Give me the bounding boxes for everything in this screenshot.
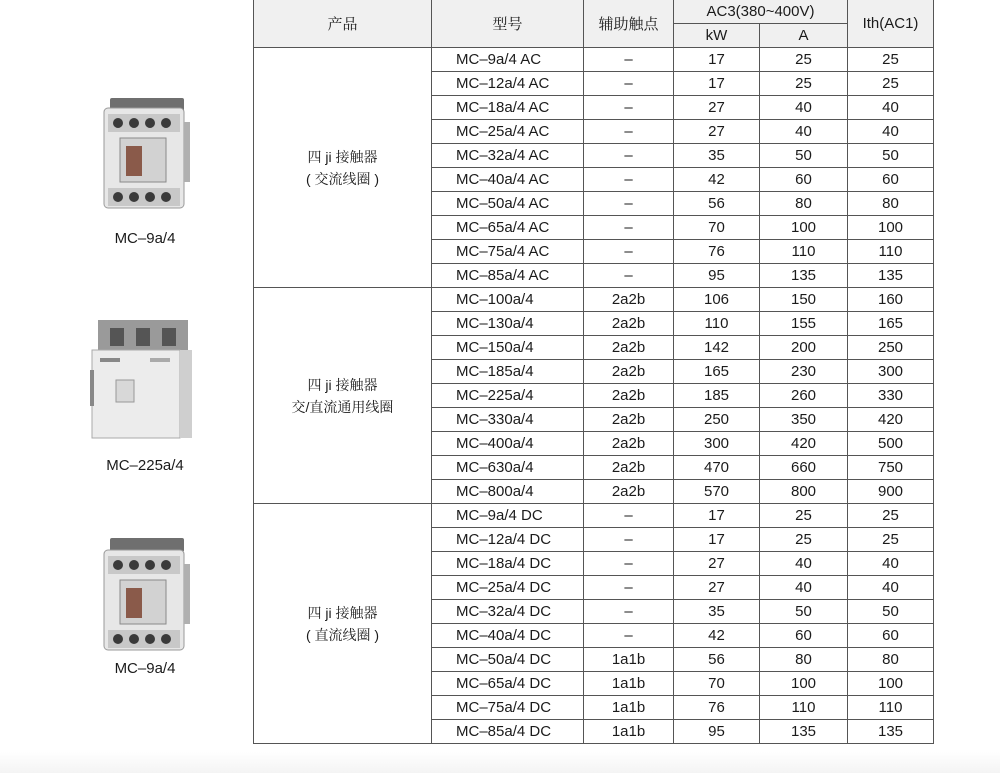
- ith-cell: 250: [848, 336, 934, 360]
- aux-contact-cell: 1a1b: [584, 696, 674, 720]
- model-cell: MC–18a/4 AC: [432, 96, 584, 120]
- contactor-small-ac-image: [100, 92, 192, 214]
- model-cell: MC–25a/4 AC: [432, 120, 584, 144]
- model-cell: MC–75a/4 AC: [432, 240, 584, 264]
- ith-cell: 25: [848, 504, 934, 528]
- amp-cell: 350: [760, 408, 848, 432]
- aux-contact-cell: 2a2b: [584, 288, 674, 312]
- kw-cell: 470: [674, 456, 760, 480]
- aux-contact-cell: 2a2b: [584, 432, 674, 456]
- kw-cell: 17: [674, 528, 760, 552]
- ith-cell: 40: [848, 120, 934, 144]
- product-caption: MC–225a/4: [106, 457, 184, 474]
- amp-cell: 150: [760, 288, 848, 312]
- ith-cell: 60: [848, 168, 934, 192]
- amp-cell: 25: [760, 72, 848, 96]
- model-cell: MC–18a/4 DC: [432, 552, 584, 576]
- amp-cell: 50: [760, 144, 848, 168]
- ith-cell: 300: [848, 360, 934, 384]
- kw-cell: 110: [674, 312, 760, 336]
- product-group-label: [254, 48, 432, 288]
- amp-cell: 100: [760, 672, 848, 696]
- header-ith: Ith(AC1): [848, 0, 934, 48]
- amp-cell: 60: [760, 168, 848, 192]
- model-cell: MC–40a/4 AC: [432, 168, 584, 192]
- ith-cell: 165: [848, 312, 934, 336]
- ith-cell: 110: [848, 240, 934, 264]
- ith-cell: 25: [848, 72, 934, 96]
- kw-cell: 35: [674, 144, 760, 168]
- aux-contact-cell: 2a2b: [584, 384, 674, 408]
- aux-contact-cell: –: [584, 48, 674, 72]
- kw-cell: 27: [674, 96, 760, 120]
- aux-contact-cell: 1a1b: [584, 672, 674, 696]
- header-aux-contacts: 辅助触点: [584, 0, 674, 48]
- amp-cell: 200: [760, 336, 848, 360]
- amp-cell: 420: [760, 432, 848, 456]
- kw-cell: 185: [674, 384, 760, 408]
- amp-cell: 155: [760, 312, 848, 336]
- aux-contact-cell: –: [584, 504, 674, 528]
- ith-cell: 50: [848, 144, 934, 168]
- ith-cell: 100: [848, 672, 934, 696]
- group-label-line2: ( 交流线圈 ): [305, 170, 380, 187]
- ith-cell: 500: [848, 432, 934, 456]
- ith-cell: 330: [848, 384, 934, 408]
- group-label-line1: 四 ji 接触器: [307, 604, 378, 621]
- aux-contact-cell: –: [584, 120, 674, 144]
- kw-cell: 300: [674, 432, 760, 456]
- aux-contact-cell: –: [584, 528, 674, 552]
- kw-cell: 142: [674, 336, 760, 360]
- model-cell: MC–50a/4 AC: [432, 192, 584, 216]
- aux-contact-cell: –: [584, 216, 674, 240]
- aux-contact-cell: –: [584, 600, 674, 624]
- product-column: [0, 0, 254, 745]
- aux-contact-cell: –: [584, 96, 674, 120]
- kw-cell: 56: [674, 648, 760, 672]
- ith-cell: 50: [848, 600, 934, 624]
- amp-cell: 80: [760, 192, 848, 216]
- kw-cell: 27: [674, 120, 760, 144]
- ith-cell: 100: [848, 216, 934, 240]
- ith-cell: 135: [848, 264, 934, 288]
- amp-cell: 135: [760, 720, 848, 744]
- model-cell: MC–50a/4 DC: [432, 648, 584, 672]
- aux-contact-cell: 2a2b: [584, 360, 674, 384]
- amp-cell: 40: [760, 120, 848, 144]
- kw-cell: 95: [674, 720, 760, 744]
- aux-contact-cell: –: [584, 72, 674, 96]
- model-cell: MC–800a/4: [432, 480, 584, 504]
- amp-cell: 25: [760, 528, 848, 552]
- spec-table: [253, 0, 934, 744]
- header-row: [254, 0, 934, 24]
- model-cell: MC–12a/4 DC: [432, 528, 584, 552]
- ith-cell: 40: [848, 576, 934, 600]
- kw-cell: 106: [674, 288, 760, 312]
- aux-contact-cell: 2a2b: [584, 408, 674, 432]
- product-group-label: [254, 288, 432, 504]
- model-cell: MC–32a/4 AC: [432, 144, 584, 168]
- kw-cell: 95: [674, 264, 760, 288]
- amp-cell: 25: [760, 504, 848, 528]
- kw-cell: 17: [674, 504, 760, 528]
- kw-cell: 56: [674, 192, 760, 216]
- header-model: 型号: [432, 0, 584, 48]
- aux-contact-cell: 2a2b: [584, 336, 674, 360]
- model-cell: MC–32a/4 DC: [432, 600, 584, 624]
- model-cell: MC–150a/4: [432, 336, 584, 360]
- model-cell: MC–85a/4 AC: [432, 264, 584, 288]
- kw-cell: 27: [674, 552, 760, 576]
- aux-contact-cell: –: [584, 168, 674, 192]
- ith-cell: 40: [848, 96, 934, 120]
- ith-cell: 420: [848, 408, 934, 432]
- model-cell: MC–65a/4 DC: [432, 672, 584, 696]
- amp-cell: 230: [760, 360, 848, 384]
- model-cell: MC–9a/4 AC: [432, 48, 584, 72]
- ith-cell: 60: [848, 624, 934, 648]
- amp-cell: 50: [760, 600, 848, 624]
- aux-contact-cell: –: [584, 576, 674, 600]
- ith-cell: 110: [848, 696, 934, 720]
- amp-cell: 135: [760, 264, 848, 288]
- amp-cell: 40: [760, 576, 848, 600]
- header-product: 产品: [254, 0, 432, 48]
- spec-body: [254, 48, 934, 744]
- group-label-line2: 交/直流通用线圈: [291, 398, 394, 415]
- amp-cell: 40: [760, 96, 848, 120]
- group-label-line2: ( 直流线圈 ): [305, 626, 380, 643]
- ith-cell: 80: [848, 648, 934, 672]
- kw-cell: 35: [674, 600, 760, 624]
- model-cell: MC–185a/4: [432, 360, 584, 384]
- model-cell: MC–225a/4: [432, 384, 584, 408]
- model-cell: MC–25a/4 DC: [432, 576, 584, 600]
- model-cell: MC–12a/4 AC: [432, 72, 584, 96]
- model-cell: MC–85a/4 DC: [432, 720, 584, 744]
- product-caption: MC–9a/4: [114, 660, 176, 677]
- ith-cell: 25: [848, 48, 934, 72]
- group-label-line1: 四 ji 接触器: [307, 376, 378, 393]
- amp-cell: 60: [760, 624, 848, 648]
- ith-cell: 750: [848, 456, 934, 480]
- kw-cell: 42: [674, 168, 760, 192]
- ith-cell: 135: [848, 720, 934, 744]
- amp-cell: 25: [760, 48, 848, 72]
- model-cell: MC–330a/4: [432, 408, 584, 432]
- kw-cell: 17: [674, 72, 760, 96]
- ith-cell: 25: [848, 528, 934, 552]
- model-cell: MC–130a/4: [432, 312, 584, 336]
- table-row: [254, 504, 934, 528]
- product-caption: MC–9a/4: [114, 230, 176, 247]
- contactor-small-dc-image: [100, 534, 192, 656]
- aux-contact-cell: –: [584, 144, 674, 168]
- aux-contact-cell: 2a2b: [584, 456, 674, 480]
- amp-cell: 110: [760, 240, 848, 264]
- header-amp: A: [760, 24, 848, 48]
- kw-cell: 27: [674, 576, 760, 600]
- kw-cell: 70: [674, 216, 760, 240]
- aux-contact-cell: 2a2b: [584, 312, 674, 336]
- amp-cell: 260: [760, 384, 848, 408]
- kw-cell: 42: [674, 624, 760, 648]
- table-row: [254, 288, 934, 312]
- ith-cell: 80: [848, 192, 934, 216]
- kw-cell: 76: [674, 696, 760, 720]
- ith-cell: 40: [848, 552, 934, 576]
- model-cell: MC–400a/4: [432, 432, 584, 456]
- amp-cell: 40: [760, 552, 848, 576]
- aux-contact-cell: 1a1b: [584, 648, 674, 672]
- model-cell: MC–40a/4 DC: [432, 624, 584, 648]
- aux-contact-cell: 2a2b: [584, 480, 674, 504]
- group-label-line1: 四 ji 接触器: [307, 148, 378, 165]
- contactor-large-image: [90, 318, 194, 444]
- amp-cell: 110: [760, 696, 848, 720]
- aux-contact-cell: –: [584, 240, 674, 264]
- model-cell: MC–100a/4: [432, 288, 584, 312]
- kw-cell: 165: [674, 360, 760, 384]
- aux-contact-cell: –: [584, 552, 674, 576]
- amp-cell: 800: [760, 480, 848, 504]
- table-row: [254, 48, 934, 72]
- kw-cell: 250: [674, 408, 760, 432]
- model-cell: MC–630a/4: [432, 456, 584, 480]
- ith-cell: 900: [848, 480, 934, 504]
- kw-cell: 17: [674, 48, 760, 72]
- product-group-label: [254, 504, 432, 744]
- aux-contact-cell: –: [584, 264, 674, 288]
- aux-contact-cell: –: [584, 192, 674, 216]
- kw-cell: 70: [674, 672, 760, 696]
- header-kw: kW: [674, 24, 760, 48]
- model-cell: MC–75a/4 DC: [432, 696, 584, 720]
- model-cell: MC–9a/4 DC: [432, 504, 584, 528]
- kw-cell: 570: [674, 480, 760, 504]
- amp-cell: 80: [760, 648, 848, 672]
- page-bottom-edge: [0, 752, 1000, 773]
- model-cell: MC–65a/4 AC: [432, 216, 584, 240]
- amp-cell: 100: [760, 216, 848, 240]
- ith-cell: 160: [848, 288, 934, 312]
- aux-contact-cell: –: [584, 624, 674, 648]
- aux-contact-cell: 1a1b: [584, 720, 674, 744]
- header-ac3: AC3(380~400V): [674, 0, 848, 24]
- amp-cell: 660: [760, 456, 848, 480]
- kw-cell: 76: [674, 240, 760, 264]
